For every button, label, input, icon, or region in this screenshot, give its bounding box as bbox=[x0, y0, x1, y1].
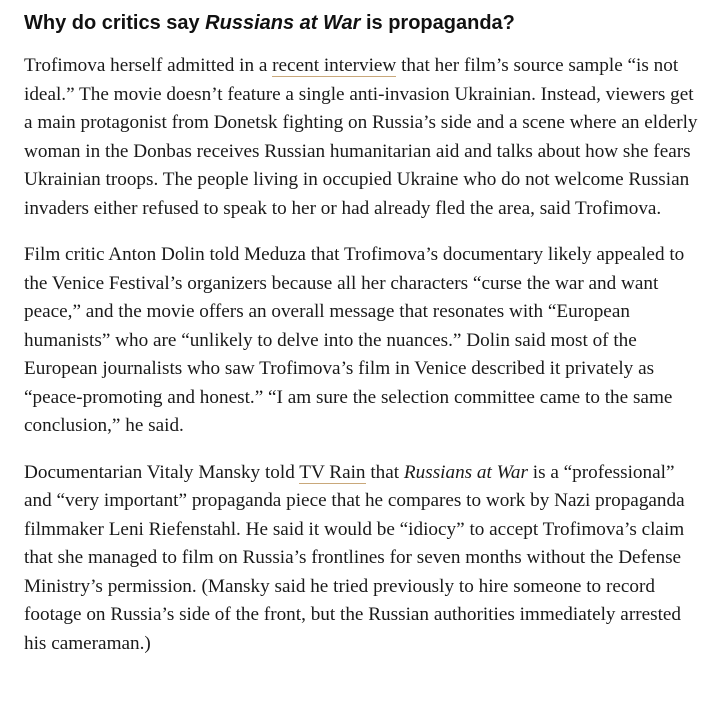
paragraph-1 bbox=[24, 52, 704, 223]
paragraph-3-text-start: Documentarian Vitaly Mansky told bbox=[24, 461, 300, 483]
paragraph-3 bbox=[24, 459, 704, 659]
heading-film-title: Russians at War bbox=[205, 12, 361, 34]
paragraph-1-text-end: that her film’s source sample “is not ideal.” The movie doesn’t feature a single anti-invasion Ukrainian. Instead, viewers get a main protagonist from Donetsk fighting on Russia’s side and a scene where an elderly woman in the Donbas receives Russian humanitarian aid and talks about how she fears Ukrainian troops. The people living in occupied Ukraine who do not welcome Russian invaders either refused to speak to her or had already fled the area, said Trofimova. bbox=[24, 55, 698, 219]
article-body bbox=[24, 0, 704, 658]
heading-suffix: is propaganda? bbox=[360, 12, 515, 34]
paragraph-3-film-title: Russians at War bbox=[403, 461, 528, 483]
paragraph-3-text-end: is a “professional” and “very important” propaganda piece that he compares to work by Nazi propaganda filmmaker Leni Riefenstahl. He said it would be “idiocy” to accept Trofimova’s claim that she managed to film on Russia’s frontlines for seven months without the Defense Ministry’s permission. (Mansky said he tried previously to hire someone to record footage on Russia’s side of the front, but the Russian authorities immediately arrested his cameraman.) bbox=[24, 461, 685, 654]
paragraph-1-text-start: Trofimova herself admitted in a bbox=[24, 55, 273, 76]
recent-interview-link[interactable]: recent interview bbox=[272, 55, 397, 76]
paragraph-2 bbox=[24, 241, 704, 441]
paragraph-2-text: Film critic Anton Dolin told Meduza that Trofimova’s documentary likely appealed to the Venice Festival’s organizers because all her characters “curse the war and want peace,” and the movie offers an overall message that resonates with “European humanists” who are “unlikely to delve into the nuances.” Dolin said most of the European journalists who saw Trofimova’s film in Venice described it privately as “peace-promoting and honest.” “I am sure the selection committee came to the same conclusion,” he said. bbox=[24, 244, 685, 436]
paragraph-3-text-middle: that bbox=[365, 461, 404, 483]
heading-prefix: Why do critics say bbox=[24, 12, 206, 34]
tv-rain-link[interactable]: TV Rain bbox=[299, 461, 366, 483]
section-heading bbox=[24, 11, 704, 35]
